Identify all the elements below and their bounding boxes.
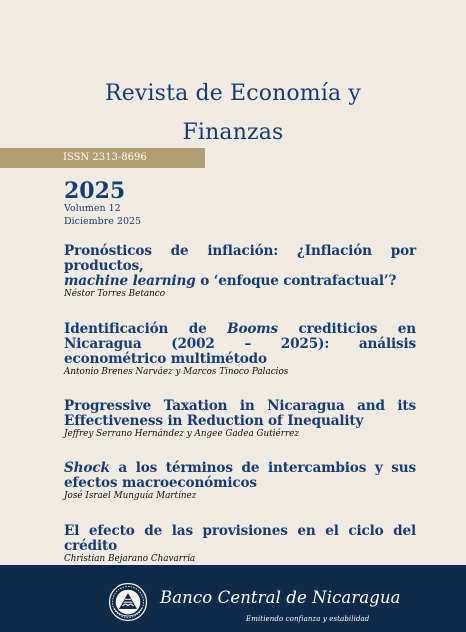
central-bank-seal-icon	[108, 582, 148, 622]
article-3	[64, 399, 416, 440]
article-5	[64, 524, 416, 565]
article-4-title-ending: a los términos de intercambios y sus efectos macroeconómicos	[64, 460, 416, 491]
article-1	[64, 244, 416, 300]
article-2-title-italic: Booms	[227, 321, 279, 337]
article-1-title-italic: machine learning	[64, 273, 196, 289]
article-4-title-italic: Shock	[64, 460, 110, 476]
article-2-title	[64, 322, 416, 367]
article-5-title: El efecto de las provisiones en el ciclo del crédito	[64, 523, 416, 554]
article-2	[64, 322, 416, 378]
article-3-title: Progressive Taxation in Nicaragua and its Effectiveness in Reduction of Inequality	[64, 398, 416, 429]
article-1-title-text: Pronósticos de inflación: ¿Inflación por productos,	[64, 243, 416, 274]
article-2-title-ending: crediticios en Nicaragua (2002 – 2025): análisis econométrico multimétodo	[64, 321, 416, 367]
journal-title-line-1: Revista de Economía y	[104, 80, 361, 106]
issue-year: 2025	[64, 178, 126, 204]
article-4-authors: José Israel Munguía Martínez	[64, 491, 197, 501]
bank-name: Banco Central de Nicaragua	[160, 588, 401, 607]
article-1-authors: Néstor Torres Betanco	[64, 289, 165, 299]
article-4	[64, 461, 416, 502]
issue-volume: Volumen 12	[64, 203, 121, 214]
journal-title	[0, 74, 466, 152]
issn-band	[0, 148, 205, 168]
article-1-title	[64, 244, 416, 289]
issn-label: ISSN 2313-8696	[63, 152, 147, 163]
bank-motto: Emitiendo confianza y estabilidad	[246, 615, 370, 623]
journal-title-line-2: Finanzas	[182, 119, 284, 145]
issue-date: Diciembre 2025	[64, 216, 142, 227]
article-2-authors: Antonio Brenes Narváez y Marcos Tinoco Palacios	[64, 367, 289, 377]
article-list	[64, 244, 416, 565]
article-2-title-start: Identificación de	[64, 321, 228, 337]
article-5-authors: Christian Bejarano Chavarría	[64, 554, 196, 564]
article-1-title-ending: o ‘enfoque contrafactual’?	[195, 273, 397, 289]
article-4-title	[64, 461, 416, 491]
article-3-authors: Jeffrey Serrano Hernández y Angee Gadea Gutiérrez	[64, 429, 299, 439]
